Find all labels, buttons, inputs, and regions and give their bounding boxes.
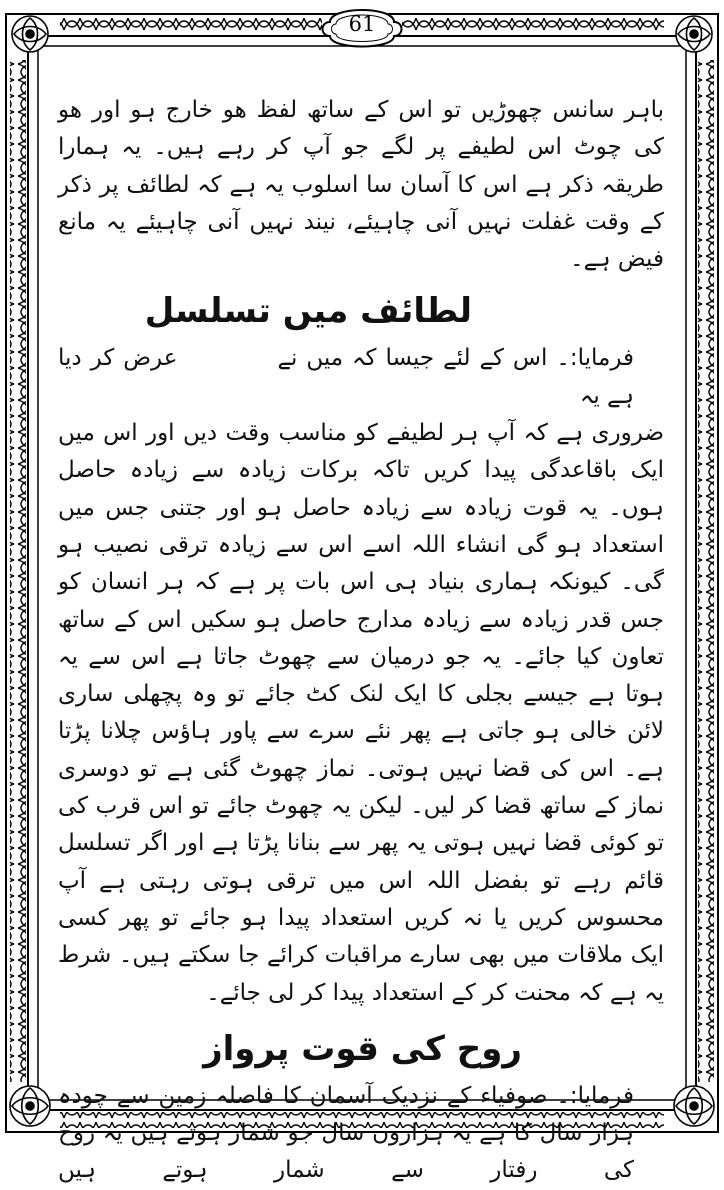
section-paragraph-rooh: فرمایا:۔ صوفیاء کے نزدیک آسمان کا فاصلہ زمین سے چودہ ہزار سال کا ہے یہ ہزاروں سال جو شمار ہوتے ہیں یہ روح کی رفتار سے شمار ہوتے ہیں [58, 1082, 634, 1184]
corner-ornament-bottom-left [10, 1086, 50, 1126]
page-number: 61 [348, 12, 376, 36]
section-lead-line [58, 340, 664, 415]
section-heading-rooh-ki-quwwat-e-parwaz: روح کی قوت پرواز [203, 1028, 522, 1069]
section-paragraph-tasalsul: ضروری ہے کہ آپ ہر لطیفے کو مناسب وقت دیں اور اس میں ایک باقاعدگی پیدا کریں تاکہ برکات زیادہ سے زیادہ حاصل ہوں۔ یہ قوت زیادہ سے زیادہ حاصل ہو اور جتنی جس میں استعداد ہو گی انشاء اللہ اسے اس سے زیادہ ترقی نصیب ہو گی۔ کیونکہ ہماری بنیاد ہی اس بات پر ہے کہ ہر انسان کو جس قدر زیادہ سے زیادہ مدارج حاصل ہو سکیں اس کے ساتھ تعاون کیا جائے۔ یہ جو درمیان سے چھوٹ جاتا ہے اس سے یہ ہوتا ہے جیسے بجلی کا ایک لنک کٹ جائے تو وہ پچھلی ساری لائن خالی ہو جاتی ہے پھر نئے سرے سے پاور ہاؤس چلانا پڑتا ہے۔ اس کی قضا نہیں ہوتی۔ نماز چھوٹ گئی ہے تو دوسری نماز کے ساتھ قضا کر لیں۔ لیکن یہ چھوٹ جائے تو اس قرب کی تو کوئی قضا نہیں ہوتی یہ پھر سے بنانا پڑتا ہے اور اگر تسلسل قائم رہے تو بفضل اللہ اس میں ترقی ہوتی رہتی ہے آپ محسوس کریں یا نہ کریں استعداد پیدا ہو جائے تو پھر کسی ایک ملاقات میں بھی سارے مراقبات کرائے جا سکتے ہیں۔ شرط یہ ہے کہ محنت کر کے استعداد پیدا کر لی جائے۔ [58, 420, 664, 1006]
lead-text-part1: فرمایا:۔ اس کے لئے جیسا کہ میں نے [277, 345, 634, 372]
lead-text-part2: عرض کر دیا ہے یہ [58, 345, 634, 409]
corner-ornament-top-left [12, 16, 48, 52]
corner-ornament-top-right [676, 16, 712, 52]
continued-paragraph: باہر سانس چھوڑیں تو اس کے ساتھ لفظ ھو خارج ہو اور ھو کی چوٹ اس لطیفے پر لگے جو آپ کر رہے ہیں۔ یہ ہمارا طریقہ ذکر ہے اس کا آسان سا اسلوب یہ ہے کہ لطائف پر ذکر کے وقت غفلت نہیں آنی چاہیئے، نیند نہیں آنی چاہیئے یہ مانع فیض ہے۔ [58, 97, 664, 273]
corner-ornament-bottom-right [674, 1086, 714, 1126]
page-content [58, 92, 664, 1184]
section-heading-lataif-mein-tasalsul: لطائف میں تسلسل [144, 291, 472, 332]
